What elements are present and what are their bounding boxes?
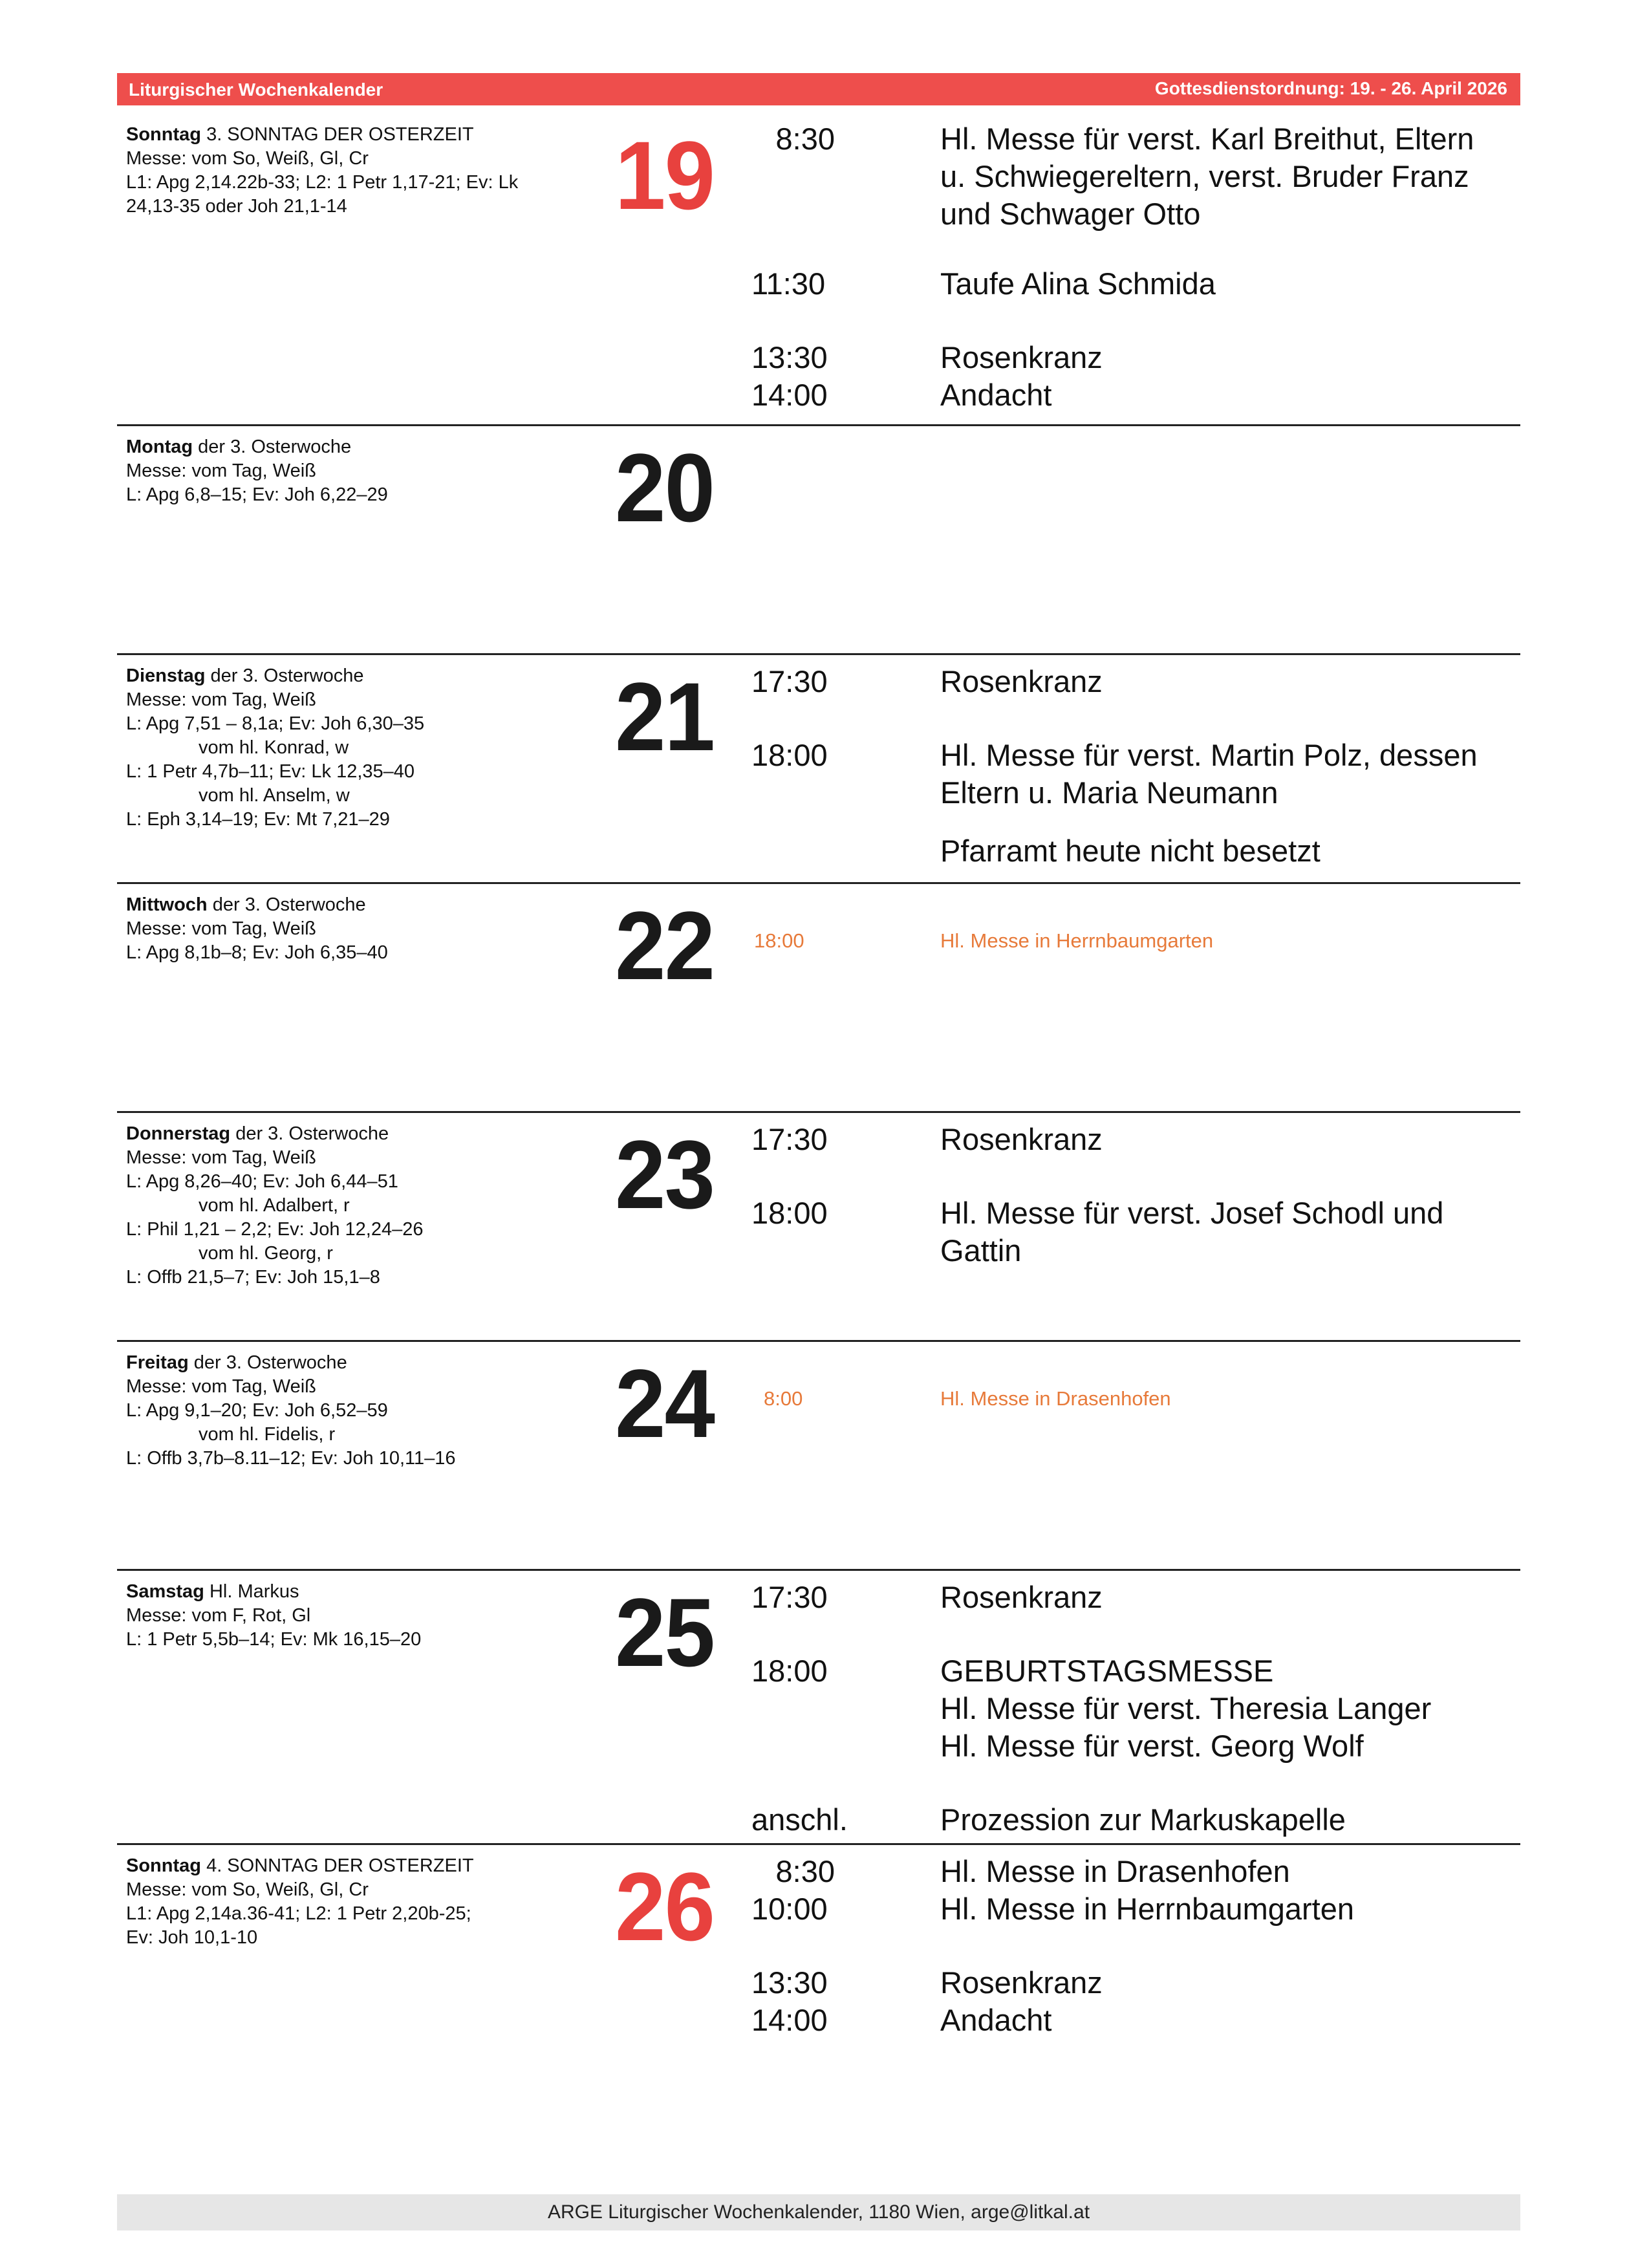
weekday: Dienstag [126, 665, 206, 686]
day-title: Hl. Markus [209, 1581, 299, 1602]
event-line: Hl. Messe für verst. Karl Breithut, Eltern [940, 122, 1474, 156]
event-description [940, 1964, 1509, 2002]
footer-bar [117, 2194, 1520, 2230]
event-line: Hl. Messe für verst. Theresia Langer [940, 1691, 1432, 1725]
event-time: 13:30 [751, 340, 828, 374]
reading-line: L: Apg 9,1–20; Ev: Joh 6,52–59 [126, 1400, 388, 1421]
event-description [940, 2002, 1509, 2039]
event-line: Pfarramt heute nicht besetzt [940, 834, 1320, 868]
mass-info: Messe: vom Tag, Weiß [126, 689, 316, 710]
reading-line: L: Apg 6,8–15; Ev: Joh 6,22–29 [126, 484, 388, 505]
event-line: Rosenkranz [940, 340, 1103, 374]
memorial-line: vom hl. Adalbert, r [199, 1195, 350, 1216]
day-info [126, 435, 592, 507]
event-time: 18:00 [751, 1196, 828, 1230]
event-time: 18:00 [754, 929, 804, 952]
day-block-21 [117, 653, 1520, 884]
day-block-26 [117, 1843, 1520, 2091]
event-time: 8:00 [764, 1387, 803, 1410]
event-description [940, 928, 1509, 954]
event-description [940, 1194, 1509, 1269]
reading-line: L: Offb 21,5–7; Ev: Joh 15,1–8 [126, 1267, 380, 1288]
day-block-24 [117, 1340, 1520, 1571]
event-line: Rosenkranz [940, 664, 1103, 698]
event-description [940, 265, 1509, 303]
day-title: der 3. Osterwoche [212, 894, 366, 915]
mass-info: Messe: vom So, Weiß, Gl, Cr [126, 1879, 369, 1900]
day-block-25 [117, 1569, 1520, 1845]
event-description [940, 737, 1509, 812]
event-description [940, 339, 1509, 376]
day-title: 3. SONNTAG DER OSTERZEIT [206, 124, 474, 145]
event-line: Hl. Messe in Drasenhofen [940, 1387, 1171, 1410]
event-line: Andacht [940, 2003, 1052, 2037]
memorial-line: vom hl. Anselm, w [199, 785, 350, 806]
event-time: 8:30 [775, 1854, 835, 1888]
weekday: Sonntag [126, 1855, 201, 1876]
weekday: Freitag [126, 1352, 189, 1373]
event-line: Andacht [940, 378, 1052, 412]
event-description [940, 1853, 1509, 1890]
event-time: 18:00 [751, 1654, 828, 1688]
event-time: 18:00 [751, 738, 828, 772]
header-title: Liturgischer Wochenkalender [129, 80, 383, 100]
reading-line: L: Offb 3,7b–8.11–12; Ev: Joh 10,11–16 [126, 1448, 456, 1469]
day-title: der 3. Osterwoche [193, 1352, 347, 1373]
event-line: Rosenkranz [940, 1965, 1103, 2000]
event-description [940, 1652, 1509, 1765]
day-number: 25 [615, 1578, 715, 1687]
event-line: GEBURTSTAGSMESSE [940, 1654, 1274, 1688]
event-time: 17:30 [751, 1122, 828, 1156]
day-block-19 [117, 114, 1520, 424]
day-block-23 [117, 1111, 1520, 1342]
reading-line: L: Apg 8,1b–8; Ev: Joh 6,35–40 [126, 942, 388, 963]
day-block-22 [117, 882, 1520, 1113]
weekday: Sonntag [126, 124, 201, 145]
event-line: Gattin [940, 1233, 1022, 1268]
event-time: 10:00 [751, 1892, 828, 1926]
event-line: Rosenkranz [940, 1122, 1103, 1156]
day-number: 22 [615, 891, 715, 1000]
reading-line: L: Eph 3,14–19; Ev: Mt 7,21–29 [126, 809, 390, 830]
calendar-header-bar [117, 73, 1520, 105]
reading-line: L: Apg 7,51 – 8,1a; Ev: Joh 6,30–35 [126, 713, 425, 734]
day-info [126, 664, 592, 832]
day-info [126, 1580, 592, 1652]
day-info [126, 1122, 592, 1290]
event-time: 8:30 [775, 122, 835, 156]
event-line: Hl. Messe in Herrnbaumgarten [940, 929, 1214, 952]
event-description [940, 120, 1509, 233]
event-line: Hl. Messe für verst. Martin Polz, dessen [940, 738, 1478, 772]
event-time: 13:30 [751, 1965, 828, 2000]
header-date-range: Gottesdienstordnung: 19. - 26. April 2026 [1154, 78, 1507, 98]
day-info [126, 893, 592, 965]
footer-text: ARGE Liturgischer Wochenkalender, 1180 Wien, arge@litkal.at [547, 2201, 1090, 2223]
day-number: 24 [615, 1349, 715, 1458]
day-number: 19 [615, 121, 715, 230]
day-title: der 3. Osterwoche [198, 437, 352, 457]
mass-info: Messe: vom Tag, Weiß [126, 1376, 316, 1397]
weekday: Donnerstag [126, 1123, 231, 1144]
event-line: Hl. Messe in Herrnbaumgarten [940, 1892, 1354, 1926]
event-time: 14:00 [751, 378, 828, 412]
weekday: Mittwoch [126, 894, 208, 915]
weekday: Samstag [126, 1581, 204, 1602]
event-time: 11:30 [751, 266, 826, 301]
mass-info: Messe: vom Tag, Weiß [126, 460, 316, 481]
day-info [126, 123, 592, 219]
day-info [126, 1351, 592, 1471]
event-description [940, 1801, 1509, 1839]
memorial-line: vom hl. Fidelis, r [199, 1424, 336, 1445]
day-title: der 3. Osterwoche [210, 665, 364, 686]
event-description [940, 663, 1509, 700]
day-title: 4. SONNTAG DER OSTERZEIT [206, 1855, 474, 1876]
memorial-line: vom hl. Konrad, w [199, 737, 349, 758]
event-time: 17:30 [751, 664, 828, 698]
reading-line: L: Apg 8,26–40; Ev: Joh 6,44–51 [126, 1171, 398, 1192]
event-line: Eltern u. Maria Neumann [940, 775, 1278, 810]
reading-line: L1: Apg 2,14a.36-41; L2: 1 Petr 2,20b-25; [126, 1903, 471, 1924]
event-line: u. Schwiegereltern, verst. Bruder Franz [940, 159, 1469, 193]
reading-line: Ev: Joh 10,1-10 [126, 1927, 258, 1948]
day-info [126, 1854, 592, 1950]
day-block-20 [117, 424, 1520, 655]
reading-line: L: 1 Petr 4,7b–11; Ev: Lk 12,35–40 [126, 761, 415, 782]
day-number: 21 [615, 662, 715, 771]
day-number: 20 [615, 433, 715, 542]
event-line: Taufe Alina Schmida [940, 266, 1216, 301]
day-title: der 3. Osterwoche [235, 1123, 389, 1144]
reading-line: 24,13-35 oder Joh 21,1-14 [126, 196, 347, 217]
event-description [940, 376, 1509, 414]
reading-line: L1: Apg 2,14.22b-33; L2: 1 Petr 1,17-21; Ev: Lk [126, 172, 519, 193]
event-line: Rosenkranz [940, 1580, 1103, 1614]
mass-info: Messe: vom F, Rot, Gl [126, 1605, 311, 1626]
day-number: 23 [615, 1120, 715, 1229]
event-time: 14:00 [751, 2003, 828, 2037]
memorial-line: vom hl. Georg, r [199, 1243, 333, 1264]
event-description [940, 1890, 1509, 1928]
event-line: Hl. Messe für verst. Georg Wolf [940, 1729, 1364, 1763]
mass-info: Messe: vom So, Weiß, Gl, Cr [126, 148, 369, 169]
event-time: 17:30 [751, 1580, 828, 1614]
event-line: Prozession zur Markuskapelle [940, 1802, 1346, 1837]
event-description [940, 1121, 1509, 1158]
event-description [940, 1579, 1509, 1616]
day-number: 26 [615, 1852, 715, 1961]
event-line: Hl. Messe für verst. Josef Schodl und [940, 1196, 1444, 1230]
event-description [940, 1386, 1509, 1412]
event-line: und Schwager Otto [940, 197, 1201, 231]
event-description [940, 832, 1509, 870]
reading-line: L: 1 Petr 5,5b–14; Ev: Mk 16,15–20 [126, 1629, 422, 1650]
mass-info: Messe: vom Tag, Weiß [126, 1147, 316, 1168]
event-line: Hl. Messe in Drasenhofen [940, 1854, 1290, 1888]
mass-info: Messe: vom Tag, Weiß [126, 918, 316, 939]
reading-line: L: Phil 1,21 – 2,2; Ev: Joh 12,24–26 [126, 1219, 424, 1240]
event-time: anschl. [751, 1802, 848, 1837]
weekday: Montag [126, 437, 193, 457]
